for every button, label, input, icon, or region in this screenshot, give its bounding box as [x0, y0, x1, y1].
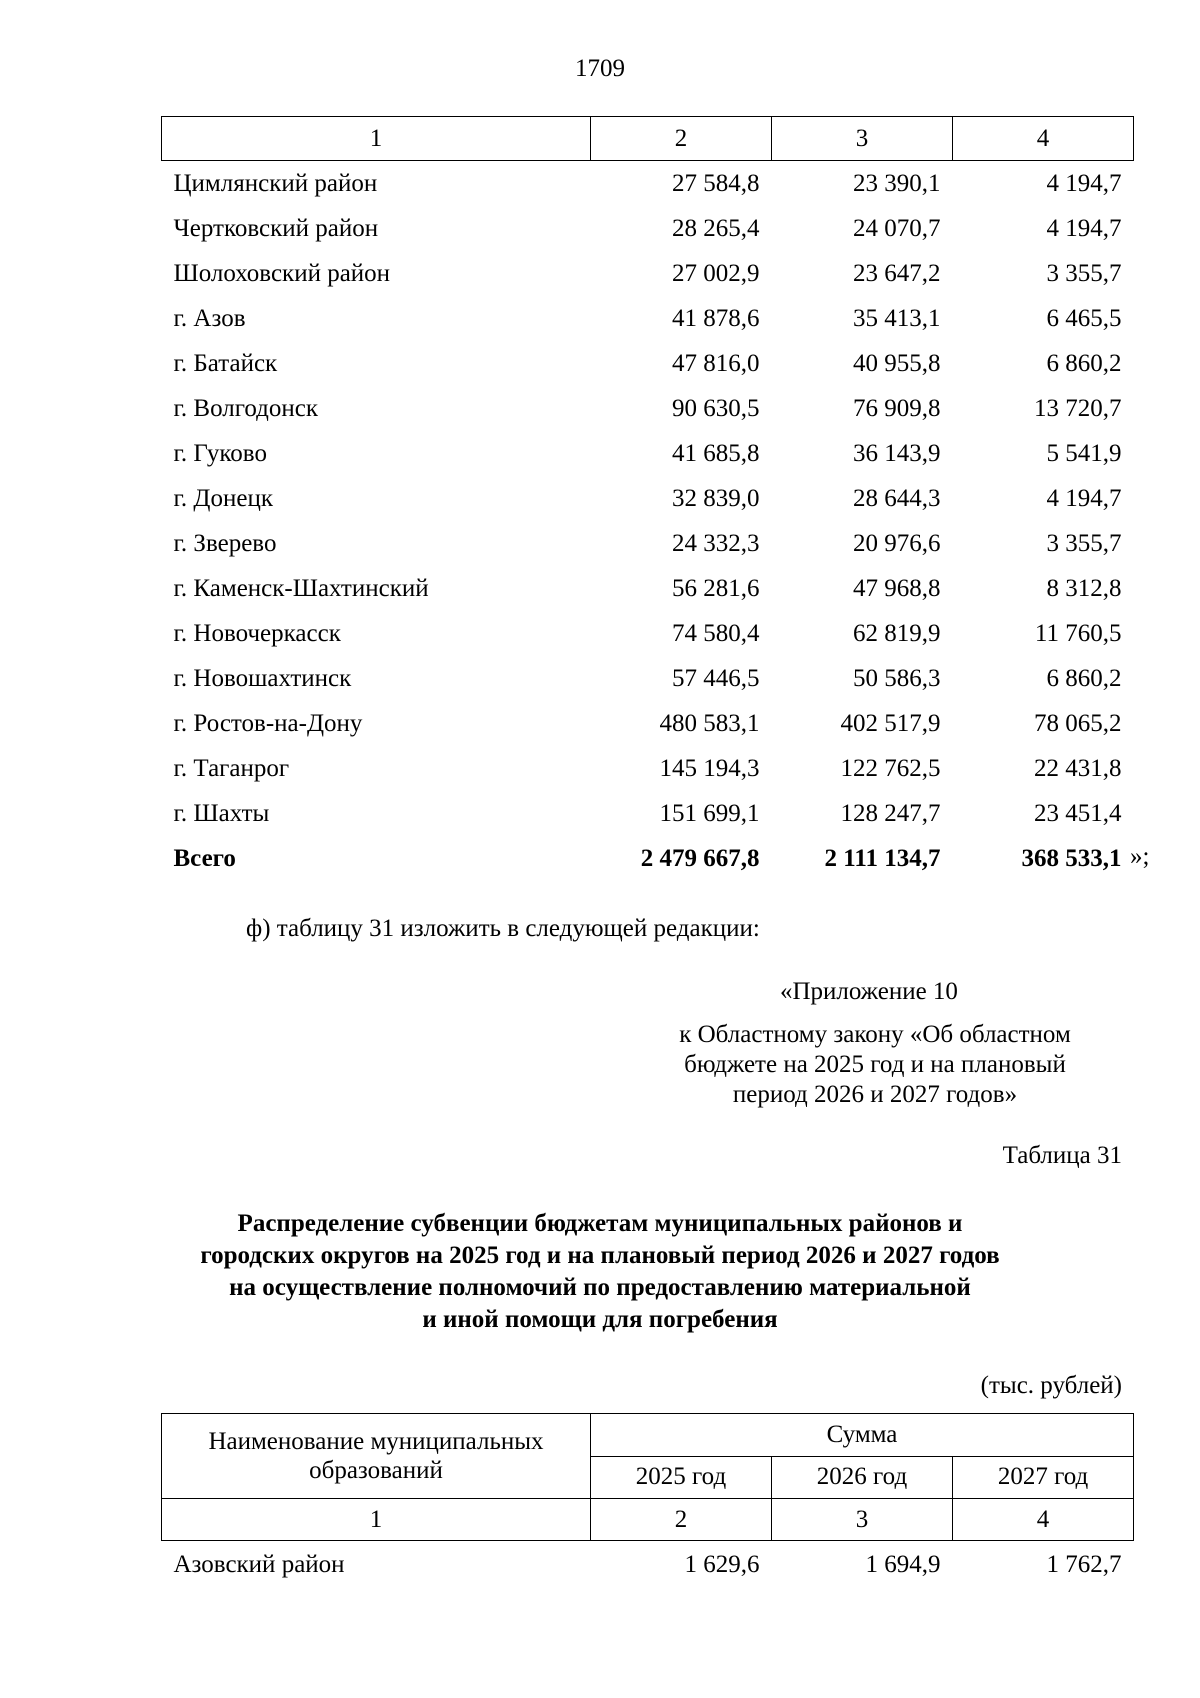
row-value-2026: 2 111 134,7 — [824, 844, 941, 872]
row-value-2025: 56 281,6 — [672, 574, 760, 602]
table-row — [162, 296, 1134, 341]
total-row — [162, 836, 1134, 881]
table-row — [162, 1541, 1134, 1590]
table-31 — [161, 1413, 1134, 1589]
row-value-2026: 35 413,1 — [853, 304, 941, 332]
row-value-2027: 3 355,7 — [1046, 529, 1122, 557]
row-value-2026: 1 694,9 — [865, 1551, 941, 1578]
row-name: Азовский район — [173, 1551, 345, 1578]
row-name: г. Ростов-на-Дону — [173, 709, 363, 737]
row-name: Всего — [173, 844, 236, 872]
row-value-2025: 28 265,4 — [672, 214, 760, 242]
row-value-2025: 57 446,5 — [672, 664, 760, 692]
row-value-2026: 20 976,6 — [853, 529, 941, 557]
row-name: Цимлянский район — [173, 169, 378, 197]
appendix-line: период 2026 и 2027 годов» — [732, 1081, 1018, 1108]
table-row — [162, 611, 1134, 656]
row-value-2026: 50 586,3 — [853, 664, 941, 692]
row-value-2027: 4 194,7 — [1046, 169, 1122, 197]
row-value-2026: 23 647,2 — [853, 259, 941, 287]
row-value-2027: 13 720,7 — [1034, 394, 1122, 422]
row-value-2026: 23 390,1 — [853, 169, 941, 197]
row-value-2027: 5 541,9 — [1046, 439, 1122, 467]
row-value-2025: 27 002,9 — [672, 259, 760, 287]
table-label: Таблица 31 — [1002, 1142, 1122, 1169]
row-name: г. Волгодонск — [173, 394, 319, 422]
table-row — [162, 386, 1134, 431]
row-value-2025: 41 685,8 — [672, 439, 760, 467]
column-number: 1 — [162, 1499, 591, 1541]
table-row — [162, 251, 1134, 296]
row-value-2025: 480 583,1 — [659, 709, 760, 737]
row-name: г. Таганрог — [173, 754, 290, 782]
table-title — [120, 1208, 1080, 1336]
row-value-2027: 368 533,1 — [1021, 844, 1122, 872]
header-sum: Сумма — [591, 1414, 1134, 1457]
row-name: г. Каменск-Шахтинский — [173, 574, 429, 602]
appendix-reference — [640, 1020, 1110, 1110]
row-name: Шолоховский район — [173, 259, 391, 287]
column-number: 3 — [772, 117, 953, 161]
table-row — [162, 566, 1134, 611]
table-row — [162, 746, 1134, 791]
table-row — [162, 701, 1134, 746]
table-title-line: Распределение субвенции бюджетам муниципальных районов и — [237, 1210, 963, 1237]
row-value-2026: 402 517,9 — [840, 709, 941, 737]
table-row — [162, 341, 1134, 386]
row-value-2025: 74 580,4 — [672, 619, 760, 647]
column-number: 2 — [591, 117, 772, 161]
table-title-line: на осуществление полномочий по предоставлению материальной — [229, 1274, 971, 1301]
header-name: Наименование муниципальных образований — [162, 1414, 591, 1499]
header-year: 2025 год — [591, 1456, 772, 1499]
row-value-2025: 151 699,1 — [659, 799, 760, 827]
amendment-paragraph: ф) таблицу 31 изложить в следующей редакции: — [246, 915, 760, 942]
table-row — [162, 476, 1134, 521]
table-row — [162, 656, 1134, 701]
appendix-line: к Областному закону «Об областном — [679, 1021, 1071, 1048]
column-number: 1 — [162, 117, 591, 161]
column-number: 3 — [772, 1499, 953, 1541]
row-value-2026: 36 143,9 — [853, 439, 941, 467]
row-name: г. Новошахтинск — [173, 664, 352, 692]
column-number: 2 — [591, 1499, 772, 1541]
header-year: 2027 год — [953, 1456, 1134, 1499]
row-value-2025: 1 629,6 — [684, 1551, 760, 1578]
row-value-2025: 41 878,6 — [672, 304, 760, 332]
row-name: г. Зверево — [173, 529, 277, 557]
row-value-2025: 27 584,8 — [672, 169, 760, 197]
row-value-2025: 145 194,3 — [659, 754, 760, 782]
table-row — [162, 206, 1134, 251]
page-number: 1709 — [575, 55, 625, 82]
units-label: (тыс. рублей) — [980, 1372, 1122, 1399]
row-value-2025: 47 816,0 — [672, 349, 760, 377]
column-number-row — [162, 1499, 1134, 1541]
table-row — [162, 791, 1134, 836]
header-year: 2026 год — [772, 1456, 953, 1499]
row-value-2027: 78 065,2 — [1034, 709, 1122, 737]
table-row — [162, 161, 1134, 207]
closing-quote: »; — [1130, 843, 1150, 870]
table-title-line: и иной помощи для погребения — [422, 1306, 778, 1333]
row-value-2027: 6 465,5 — [1046, 304, 1122, 332]
row-value-2026: 62 819,9 — [853, 619, 941, 647]
row-value-2026: 122 762,5 — [840, 754, 941, 782]
row-value-2027: 8 312,8 — [1046, 574, 1122, 602]
row-value-2026: 76 909,8 — [853, 394, 941, 422]
row-name: г. Шахты — [173, 799, 270, 827]
appendix-line: бюджете на 2025 год и на плановый — [684, 1051, 1066, 1078]
column-number-row — [162, 117, 1134, 161]
row-value-2026: 28 644,3 — [853, 484, 941, 512]
row-name: Чертковский район — [173, 214, 379, 242]
row-value-2025: 32 839,0 — [672, 484, 760, 512]
appendix-title: «Приложение 10 — [780, 978, 958, 1005]
row-value-2027: 22 431,8 — [1034, 754, 1122, 782]
row-value-2025: 2 479 667,8 — [640, 844, 760, 872]
row-value-2027: 11 760,5 — [1034, 619, 1122, 647]
row-name: г. Гуково — [173, 439, 267, 467]
row-value-2027: 1 762,7 — [1046, 1551, 1122, 1578]
column-number: 4 — [953, 1499, 1134, 1541]
header-row — [162, 1414, 1134, 1457]
column-number: 4 — [953, 117, 1134, 161]
table-row — [162, 431, 1134, 476]
row-value-2026: 40 955,8 — [853, 349, 941, 377]
row-value-2026: 128 247,7 — [840, 799, 941, 827]
row-value-2027: 4 194,7 — [1046, 484, 1122, 512]
row-name: г. Новочеркасск — [173, 619, 341, 647]
row-name: г. Азов — [173, 304, 246, 332]
previous-table — [161, 116, 1134, 881]
table-row — [162, 521, 1134, 566]
row-value-2026: 47 968,8 — [853, 574, 941, 602]
row-value-2026: 24 070,7 — [853, 214, 941, 242]
row-value-2025: 24 332,3 — [672, 529, 760, 557]
row-value-2027: 6 860,2 — [1046, 349, 1122, 377]
row-value-2025: 90 630,5 — [672, 394, 760, 422]
row-name: г. Донецк — [173, 484, 273, 512]
row-value-2027: 23 451,4 — [1034, 799, 1122, 827]
row-value-2027: 6 860,2 — [1046, 664, 1122, 692]
row-value-2027: 4 194,7 — [1046, 214, 1122, 242]
row-name: г. Батайск — [173, 349, 278, 377]
row-value-2027: 3 355,7 — [1046, 259, 1122, 287]
table-title-line: городских округов на 2025 год и на плановый период 2026 и 2027 годов — [200, 1242, 1000, 1269]
